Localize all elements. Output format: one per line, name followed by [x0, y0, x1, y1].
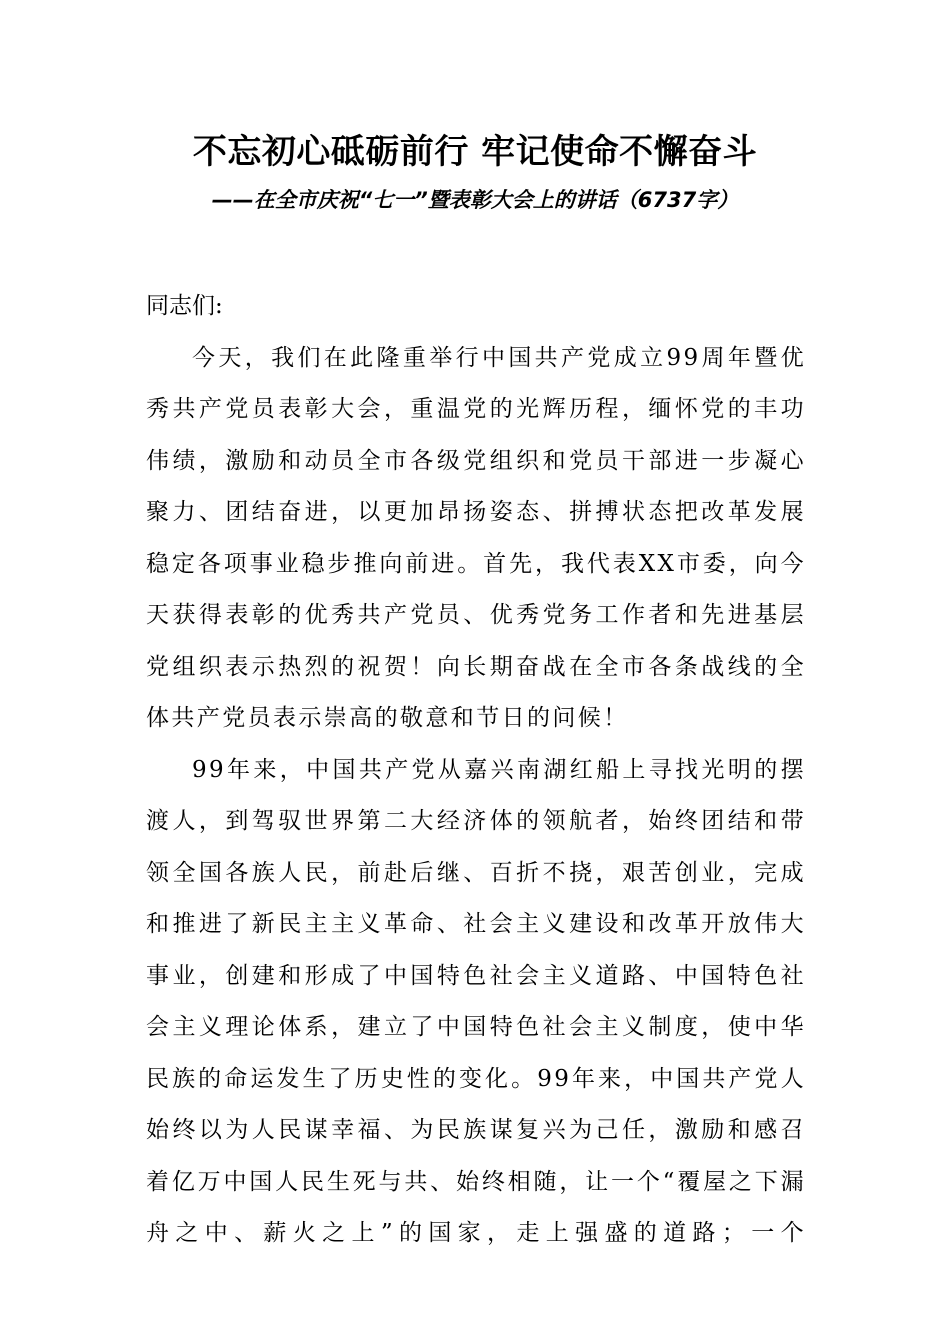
paragraph-1: 今天，我们在此隆重举行中国共产党成立99周年暨优秀共产党员表彰大会，重温党的光辉历程，缅怀党的丰功伟绩，激励和动员全市各级党组织和党员干部进一步凝心聚力、团结奋进，以更加昂扬姿态、拼搏状态把改革发展稳定各项事业稳步推向前进。首先，我代表XX市委，向今天获得表彰的优秀共产党员、优秀党务工作者和先进基层党组织表示热烈的祝贺！向长期奋战在全市各条战线的全体共产党员表示崇高的敬意和节日的问候！ — [146, 344, 806, 731]
document-subtitle: ——在全市庆祝“七一”暨表彰大会上的讲话（6737字） — [211, 188, 739, 212]
greeting: 同志们: — [146, 293, 223, 319]
document-body — [146, 281, 806, 1260]
document-title: 不忘初心砥砺前行 牢记使命不懈奋斗 — [192, 132, 758, 172]
paragraph-2: 99年来，中国共产党从嘉兴南湖红船上寻找光明的摆渡人，到驾驭世界第二大经济体的领航者，始终团结和带领全国各族人民，前赴后继、百折不挠，艰苦创业，完成和推进了新民主主义革命、社会主义建设和改革开放伟大事业，创建和形成了中国特色社会主义道路、中国特色社会主义理论体系，建立了中国特色社会主义制度，使中华民族的命运发生了历史性的变化。99年来，中国共产党人始终以为人民谋幸福、为民族谋复兴为己任，激励和感召着亿万中国人民生死与共、始终相随，让一个“覆屋之下漏舟之中、薪火之上”的国家，走上强盛的道路；一个 — [146, 756, 806, 1246]
